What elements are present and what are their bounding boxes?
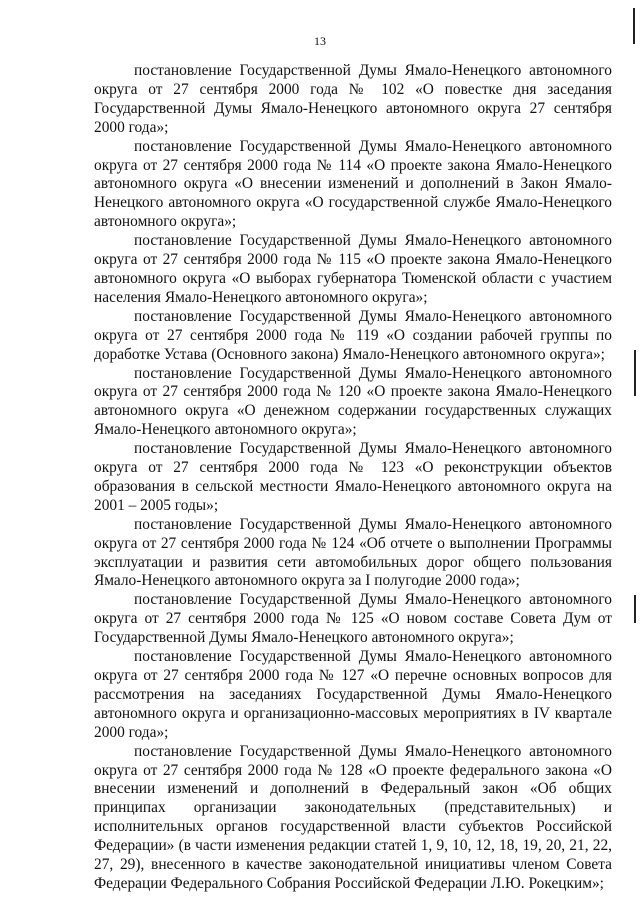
paragraph-resolution-123: постановление Государственной Думы Ямало-Ненецкого автономного округа от 27 сентября 2000 года № 123 «О реконструкции объектов образования в сельской местности Ямало-Ненецкого автономного округа на 2001 – 2005 годы»; xyxy=(94,440,612,514)
paragraph-resolution-120: постановление Государственной Думы Ямало-Ненецкого автономного округа от 27 сентября 2000 года № 120 «О проекте закона Ямало-Ненецкого автономного округа «О денежном содержании государственных служащих Ямало-Ненецкого автономного округа»; xyxy=(94,364,612,439)
paragraph-resolution-127: постановление Государственной Думы Ямало-Ненецкого автономного округа от 27 сентября 2000 года № 127 «О перечне основных вопросов для рассмотрения на заседаниях Государственной Думы Ямало-Ненецкого автономного округа и организационно-массовых мероприятиях в IV квартале 2000 года»; xyxy=(94,648,612,741)
paragraph-resolution-102: постановление Государственной Думы Ямало-Ненецкого автономного округа от 27 сентября 2000 года № 102 «О повестке дня заседания Государственной Думы Ямало-Ненецкого автономного округа 27 сентября 2000 года»; xyxy=(94,62,612,136)
paragraph-resolution-114: постановление Государственной Думы Ямало-Ненецкого автономного округа от 27 сентября 2000 года № 114 «О проекте закона Ямало-Ненецкого автономного округа «О внесении изменений и дополнений в Закон Ямало-Ненецкого автономного округа «О государственной службе Ямало-Ненецкого автономного округа»; xyxy=(94,137,612,231)
scan-edge-mark-top xyxy=(633,8,635,44)
paragraph-resolution-128: постановление Государственной Думы Ямало-Ненецкого автономного округа от 27 сентября 2000 года № 128 «О проекте федерального закона «О внесении изменений и дополнений в Федеральный закон «Об общих принципах организации законодательных (представительных) и исполнительных органов государственной власти субъектов Российской Федерации» (в части изменения редакции статей 1, 9, 10, 12, 18, 19, 20, 21, 22, 27, 29), внесенного в качестве законодательной инициативы членом Совета Федерации Федерального Собрания Российской Федерации Л.Ю. Рокецким»; xyxy=(94,742,612,892)
paragraph-resolution-124: постановление Государственной Думы Ямало-Ненецкого автономного округа от 27 сентября 2000 года № 124 «Об отчете о выполнении Программы эксплуатации и развития сети автомобильных дорог общего пользования Ямало-Ненецкого автономного округа за I полугодие 2000 года»; xyxy=(94,515,612,590)
paragraph-resolution-119: постановление Государственной Думы Ямало-Ненецкого автономного округа от 27 сентября 2000 года № 119 «О создании рабочей группы по доработке Устава (Основного закона) Ямало-Ненецкого автономного округа»; xyxy=(94,307,612,363)
document-body xyxy=(94,62,612,894)
paragraph-resolution-115: постановление Государственной Думы Ямало-Ненецкого автономного округа от 27 сентября 2000 года № 115 «О проекте закона Ямало-Ненецкого автономного округа «О выборах губернатора Тюменской области с участием населения Ямало-Ненецкого автономного округа»; xyxy=(94,232,612,306)
page-number: 13 xyxy=(314,34,326,48)
paragraph-resolution-125: постановление Государственной Думы Ямало-Ненецкого автономного округа от 27 сентября 2000 года № 125 «О новом составе Совета Дум от Государственной Думы Ямало-Ненецкого автономного округа»; xyxy=(94,591,612,647)
scan-edge-mark-lower xyxy=(634,595,636,623)
scan-edge-mark-middle xyxy=(634,350,636,396)
